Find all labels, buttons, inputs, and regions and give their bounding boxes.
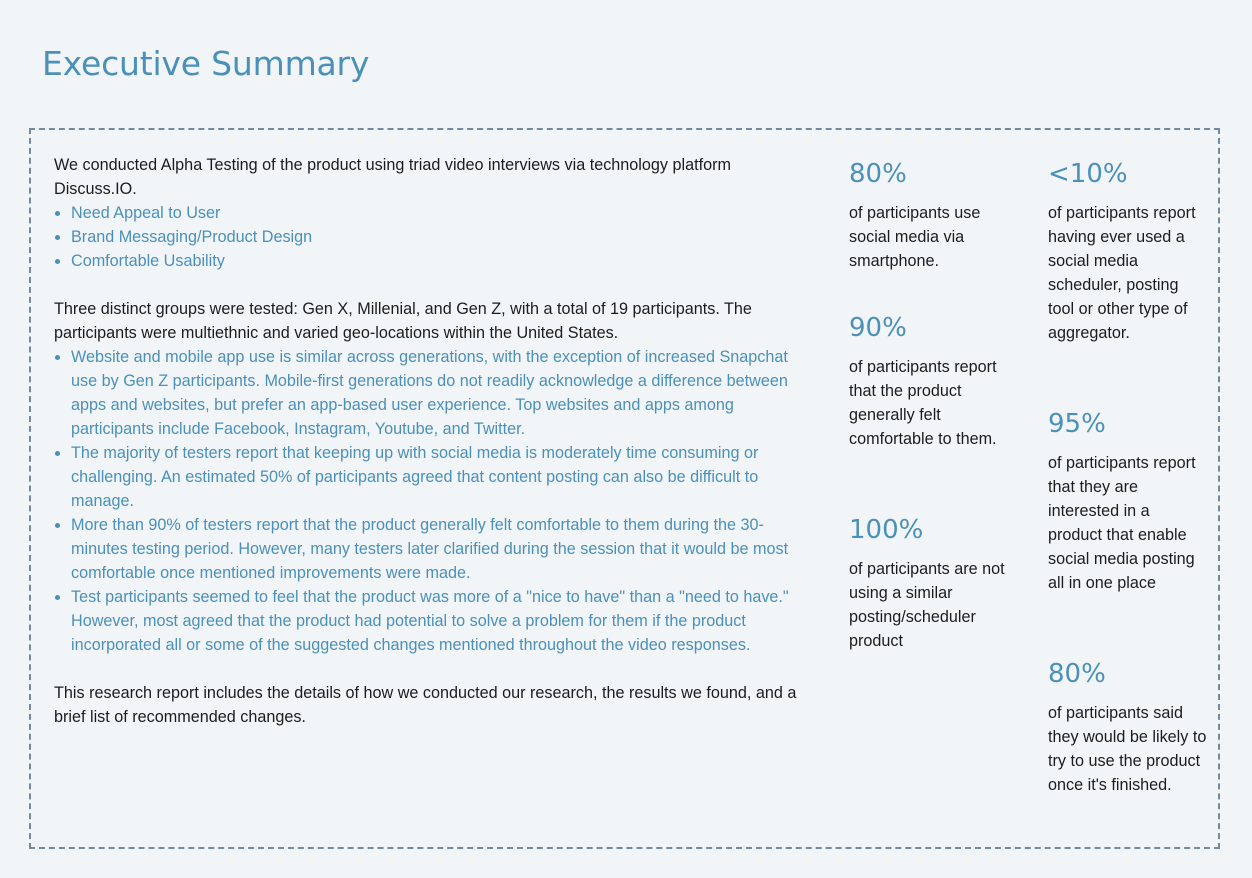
intro-bullet-list [54, 201, 814, 273]
stat-description: of participants report that the product generally felt comfortable to them. [849, 358, 997, 448]
stat-value: 95% [1048, 409, 1106, 439]
finding-bullet: Website and mobile app use is similar across generations, with the exception of increased Snapchat use by Gen Z participants. Mobile-first generations do not readily acknowledge a difference between apps and websites, but prefer an app-based user experience. Top websites and apps among participants include Facebook, Instagram, Youtube, and Twitter. [71, 345, 814, 441]
summary-text [54, 153, 814, 729]
page-title: Executive Summary [42, 44, 370, 83]
stat-description: of participants are not using a similar posting/scheduler product [849, 560, 1005, 650]
stat-description: of participants use social media via smartphone. [849, 204, 981, 270]
stat-description: of participants report having ever used a social media scheduler, posting tool or other type of aggregator. [1048, 204, 1196, 342]
stat-likely-to-try [1048, 659, 1208, 797]
summary-box [29, 128, 1220, 849]
stat-value: 100% [849, 515, 924, 545]
finding-bullet: The majority of testers report that keeping up with social media is moderately time consuming or challenging. An estimated 50% of participants agreed that content posting can also be difficult to manage. [71, 441, 814, 513]
stat-not-using-similar [849, 515, 1009, 653]
stat-description: of participants report that they are interested in a product that enable social media posting all in one place [1048, 454, 1196, 592]
finding-bullet: More than 90% of testers report that the product generally felt comfortable to them during the 30-minutes testing period. However, many testers later clarified during the session that it would be most comfortable once mentioned improvements were made. [71, 513, 814, 585]
stat-scheduler-use [1048, 159, 1208, 345]
stat-value: 90% [849, 313, 907, 343]
stat-value: 80% [1048, 659, 1106, 689]
intro-bullet: Need Appeal to User [71, 201, 814, 225]
stat-comfortable [849, 313, 1009, 451]
stat-description: of participants said they would be likely to try to use the product once it's finished. [1048, 704, 1207, 794]
findings-bullet-list [54, 345, 814, 657]
finding-bullet: Test participants seemed to feel that the product was more of a "nice to have" than a "need to have." However, most agreed that the product had potential to solve a problem for them if the product incorporated all or some of the suggested changes mentioned throughout the video responses. [71, 585, 814, 657]
stat-interested [1048, 409, 1208, 595]
closing-paragraph: This research report includes the details of how we conducted our research, the results we found, and a brief list of recommended changes. [54, 684, 797, 726]
stat-value: 80% [849, 159, 907, 189]
stat-value: <10% [1048, 159, 1128, 189]
intro-bullet: Brand Messaging/Product Design [71, 225, 814, 249]
intro-bullet: Comfortable Usability [71, 249, 814, 273]
groups-paragraph: Three distinct groups were tested: Gen X, Millenial, and Gen Z, with a total of 19 participants. The participants were multiethnic and varied geo-locations within the United States. [54, 300, 752, 342]
intro-paragraph: We conducted Alpha Testing of the product using triad video interviews via technology platform Discuss.IO. [54, 156, 731, 198]
stat-smartphone-use [849, 159, 1009, 273]
